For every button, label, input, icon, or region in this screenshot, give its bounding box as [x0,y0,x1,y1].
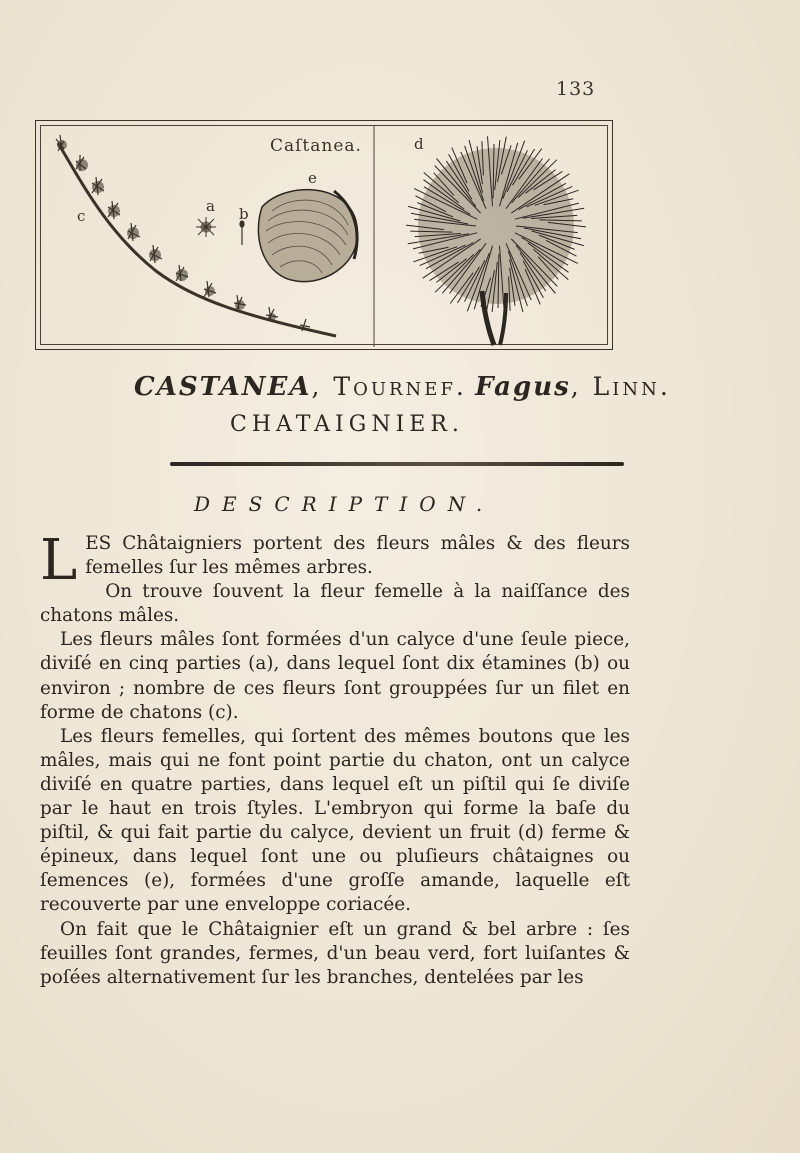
paragraph-2: On trouve ſouvent la fleur femelle à la naiſſance des chatons mâles. [40,581,630,627]
decorative-rule [170,462,624,466]
spiny-burr-illustration [406,136,586,345]
tournefort-author: , Tournef. [311,372,467,401]
description-body [40,528,630,990]
figure-label-b: b [239,205,249,223]
stamen-illustration [240,221,244,245]
paragraph-5: On fait que le Châtaignier eſt un grand & bel arbre : ſes feuilles ſont grandes, fermes, d'un beau verd, fort luiſantes & poſées alternativement ſur les branches, dentelées par les [40,918,630,988]
male-flower-illustration [196,217,216,237]
plate-title: Caſtanea. [270,136,362,156]
paragraph-4: Les fleurs femelles, qui ſortent des mêmes boutons que les mâles, mais qui ne font point partie du chaton, ont un calyce diviſé en quatre parties, dans lequel eſt un piſtil qui ſe diviſe par le haut en trois ſtyles. L'embryon qui forme la baſe du piſtil, & qui fait partie du calyce, devient un fruit (d) ferme & épineux, dans lequel ſont une ou pluſieurs châtaignes ou ſemences (e), formées d'une groſſe amande, laquelle eſt recouverte par une enveloppe coriacée. [40,725,630,916]
paragraph-1 [40,528,630,593]
figure-label-d: d [414,135,424,153]
paragraph-3: Les fleurs mâles ſont formées d'un calyce d'une ſeule piece, diviſé en cinq parties (a), dans lequel ſont dix étamines (b) ou environ ; nombre de ces fleurs ſont grouppées ſur un filet en forme de chatons (c). [40,629,630,723]
figure-label-c: c [77,207,86,225]
genus-name: CASTANEA [134,372,312,402]
paragraph-text: ES Châtaigniers portent des fleurs mâles & des fleurs femelles ſur les mêmes arbres. [85,533,630,579]
figure-label-a: a [206,197,215,215]
page-number: 133 [556,78,596,100]
linnaeus-author: , Linn. [570,372,671,401]
figure-label-e: e [308,169,317,187]
common-name: CHATAIGNIER. [230,412,464,437]
chestnut-seed-illustration [258,190,357,282]
species-title [134,372,671,402]
drop-cap: L [40,528,78,593]
section-heading: DESCRIPTION. [194,492,495,516]
synonym-genus: Fagus [475,372,571,402]
